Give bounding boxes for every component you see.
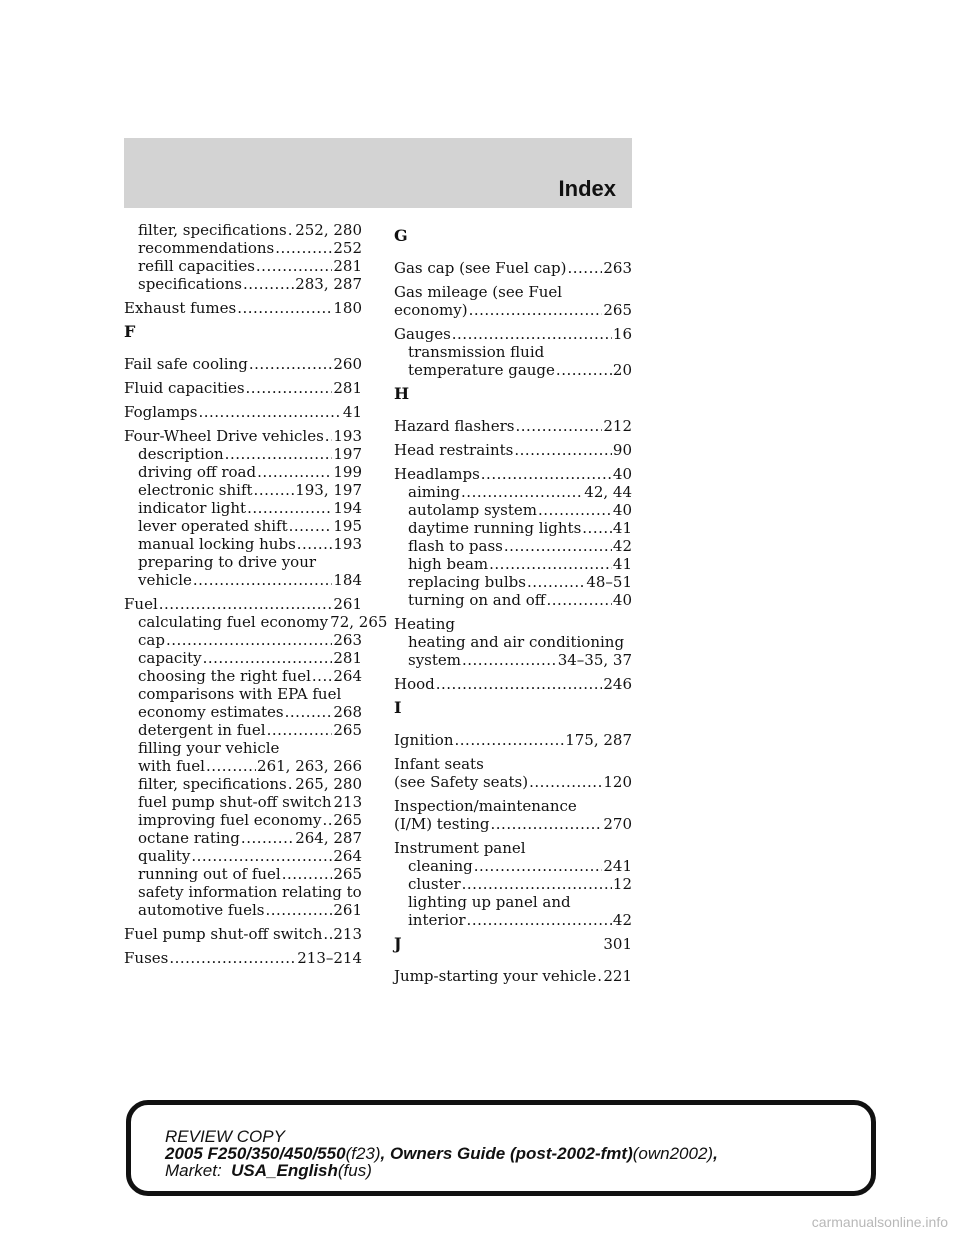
- dot-leader: [289, 517, 333, 535]
- dot-leader: [166, 631, 332, 649]
- index-entry: [124, 355, 362, 373]
- dot-leader: [489, 555, 612, 573]
- dot-leader: [469, 301, 603, 319]
- index-term: indicator light: [138, 499, 247, 517]
- index-term: fuel pump shut-off switch: [138, 793, 332, 811]
- index-page-ref: 41: [612, 519, 632, 537]
- index-entry-text: filling your vehicle: [138, 739, 280, 757]
- index-page-ref: 34–35, 37: [557, 651, 632, 669]
- index-term: high beam: [408, 555, 489, 573]
- dot-leader: [275, 239, 332, 257]
- index-entry-text: transmission fluid: [408, 343, 545, 361]
- dot-leader: [285, 703, 333, 721]
- dot-leader: [538, 501, 612, 519]
- index-section-letter: J: [394, 934, 402, 953]
- index-section-letter: G: [394, 226, 408, 245]
- dot-leader: [193, 571, 332, 589]
- index-term: Four-Wheel Drive vehicles: [124, 427, 324, 445]
- dot-leader: [568, 259, 603, 277]
- dot-leader: [597, 967, 602, 985]
- index-subentry: [394, 555, 632, 573]
- index-term: refill capacities: [138, 257, 255, 275]
- market-info-line: Market: USA_English(fus): [165, 1161, 372, 1180]
- index-page-ref: 194: [333, 499, 362, 517]
- dot-leader: [206, 757, 256, 775]
- index-page-ref: 213: [333, 925, 362, 943]
- dot-leader: [323, 925, 332, 943]
- index-entry-text: lighting up panel and: [408, 893, 571, 911]
- index-subentry: [124, 221, 362, 239]
- index-page-ref: 42: [612, 537, 632, 555]
- index-entry: [394, 675, 632, 693]
- index-subentry: [124, 445, 362, 463]
- index-subentry: [124, 571, 362, 589]
- index-term: choosing the right fuel: [138, 667, 311, 685]
- index-term: Jump-starting your vehicle: [394, 967, 597, 985]
- index-term: Fail safe cooling: [124, 355, 248, 373]
- index-page-ref: 246: [603, 675, 632, 693]
- index-term: interior: [408, 911, 466, 929]
- index-page-ref: 260: [333, 355, 362, 373]
- index-term: driving off road: [138, 463, 257, 481]
- index-term: temperature gauge: [408, 361, 555, 379]
- index-page-ref: 42, 44: [584, 483, 632, 501]
- index-subentry: [124, 811, 362, 829]
- dot-leader: [461, 483, 583, 501]
- index-column-left: [124, 221, 388, 973]
- index-page-ref: 252: [333, 239, 362, 257]
- index-entry: [394, 417, 632, 435]
- index-subentry: [394, 573, 632, 591]
- index-term: Fuel: [124, 595, 158, 613]
- index-term: Fuel pump shut-off switch: [124, 925, 323, 943]
- index-subentry: [394, 519, 632, 537]
- dot-leader: [481, 465, 612, 483]
- dot-leader: [325, 427, 333, 445]
- index-subentry: [124, 613, 388, 631]
- dot-leader: [529, 773, 602, 791]
- index-term: Headlamps: [394, 465, 480, 483]
- index-term: quality: [138, 847, 191, 865]
- index-entry: [124, 949, 362, 967]
- index-term: cap: [138, 631, 165, 649]
- dot-leader: [254, 481, 295, 499]
- index-entry: [124, 299, 362, 317]
- index-term: electronic shift: [138, 481, 253, 499]
- index-subentry: [124, 829, 362, 847]
- dot-leader: [246, 379, 333, 397]
- index-entry: [394, 773, 632, 791]
- dot-leader: [436, 675, 603, 693]
- index-term: filter, specifications: [138, 775, 287, 793]
- index-subentry: [394, 591, 632, 609]
- index-subentry: [394, 361, 632, 379]
- dot-leader: [504, 537, 612, 555]
- index-term: detergent in fuel: [138, 721, 266, 739]
- index-page-ref: 265: [333, 811, 362, 829]
- dot-leader: [169, 949, 296, 967]
- index-section-letter: I: [394, 698, 402, 717]
- index-subentry: [394, 857, 632, 875]
- index-page-ref: 221: [603, 967, 632, 985]
- index-subentry: [124, 721, 362, 739]
- index-subentry: [124, 757, 362, 775]
- dot-leader: [462, 875, 612, 893]
- index-entry: [394, 301, 632, 319]
- dot-leader: [527, 573, 585, 591]
- index-subentry: [124, 793, 362, 811]
- index-subentry: [124, 463, 362, 481]
- index-term: aiming: [408, 483, 461, 501]
- index-page-ref: 264, 287: [295, 829, 362, 847]
- dot-leader: [491, 815, 603, 833]
- index-page-ref: 241: [603, 857, 632, 875]
- dot-leader: [455, 731, 565, 749]
- index-term: replacing bulbs: [408, 573, 526, 591]
- index-subentry: [124, 847, 362, 865]
- dot-leader: [474, 857, 603, 875]
- page-number: 301: [603, 935, 632, 953]
- index-term: economy estimates: [138, 703, 284, 721]
- dot-leader: [267, 721, 333, 739]
- dot-leader: [198, 403, 341, 421]
- index-page-ref: 120: [603, 773, 632, 791]
- index-page-ref: 264: [333, 847, 362, 865]
- index-page-ref: 265: [333, 721, 362, 739]
- index-term: economy): [394, 301, 468, 319]
- index-entry-text: comparisons with EPA fuel: [138, 685, 342, 703]
- index-entry: [394, 441, 632, 459]
- index-entry: [124, 925, 362, 943]
- index-page-ref: 20: [612, 361, 632, 379]
- dot-leader: [462, 651, 557, 669]
- dot-leader: [282, 865, 333, 883]
- index-entry-text: Infant seats: [394, 755, 484, 773]
- dot-leader: [582, 519, 612, 537]
- index-page-ref: 197: [333, 445, 362, 463]
- index-term: octane rating: [138, 829, 240, 847]
- index-term: manual locking hubs: [138, 535, 296, 553]
- index-term: cleaning: [408, 857, 473, 875]
- index-page-ref: 263: [333, 631, 362, 649]
- review-copy-text: [165, 1128, 718, 1179]
- index-entry-text: preparing to drive your: [138, 553, 317, 571]
- index-term: calculating fuel economy: [138, 613, 329, 631]
- index-page-ref: 193: [333, 427, 362, 445]
- index-term: description: [138, 445, 224, 463]
- dot-leader: [247, 499, 332, 517]
- index-page-ref: 193: [333, 535, 362, 553]
- index-term: system: [408, 651, 461, 669]
- index-term: automotive fuels: [138, 901, 265, 919]
- index-entry: [124, 427, 362, 445]
- watermark: carmanualsonline.info: [811, 1214, 948, 1230]
- index-entry: [394, 731, 632, 749]
- index-page-ref: 184: [333, 571, 362, 589]
- index-page-ref: 72, 265: [330, 613, 388, 631]
- index-term: running out of fuel: [138, 865, 281, 883]
- index-term: with fuel: [138, 757, 205, 775]
- header-band: [124, 138, 632, 208]
- index-entry: [394, 815, 632, 833]
- index-page-ref: 199: [333, 463, 362, 481]
- index-subentry: [394, 501, 632, 519]
- index-term: improving fuel economy: [138, 811, 322, 829]
- index-term: Gas cap (see Fuel cap): [394, 259, 567, 277]
- index-entry: [124, 379, 362, 397]
- index-term: Fuses: [124, 949, 169, 967]
- dot-leader: [546, 591, 611, 609]
- index-entry: [394, 259, 632, 277]
- index-entry-text: safety information relating to: [138, 883, 362, 901]
- index-term: vehicle: [138, 571, 192, 589]
- index-page-ref: 40: [612, 591, 632, 609]
- index-term: turning on and off: [408, 591, 546, 609]
- index-subentry: [124, 865, 362, 883]
- index-entry-text: heating and air conditioning: [408, 633, 625, 651]
- index-page-ref: 252, 280: [295, 221, 362, 239]
- dot-leader: [288, 221, 294, 239]
- index-page-ref: 263: [603, 259, 632, 277]
- index-entry: [394, 325, 632, 343]
- index-subentry: [394, 911, 632, 929]
- index-page-ref: 12: [612, 875, 632, 893]
- index-page-ref: 213–214: [297, 949, 362, 967]
- index-page-ref: 213: [333, 793, 363, 811]
- index-entry-text: Heating: [394, 615, 455, 633]
- index-page-ref: 16: [612, 325, 632, 343]
- dot-leader: [249, 355, 333, 373]
- index-term: Exhaust fumes: [124, 299, 237, 317]
- index-subentry: [124, 631, 362, 649]
- index-subentry: [124, 649, 362, 667]
- index-term: filter, specifications: [138, 221, 287, 239]
- index-subentry: [394, 537, 632, 555]
- index-page-ref: 268: [333, 703, 362, 721]
- dot-leader: [467, 911, 612, 929]
- index-subentry: [124, 535, 362, 553]
- index-subentry: [394, 651, 632, 669]
- dot-leader: [191, 847, 332, 865]
- index-subentry: [124, 517, 362, 535]
- dot-leader: [288, 775, 294, 793]
- index-term: specifications: [138, 275, 242, 293]
- index-page-ref: 40: [612, 465, 632, 483]
- index-term: cluster: [408, 875, 461, 893]
- index-term: autolamp system: [408, 501, 537, 519]
- document-info-line: 2005 F250/350/450/550(f23), Owners Guide (post-2002-fmt)(own2002),: [165, 1144, 718, 1163]
- index-subentry: [124, 703, 362, 721]
- dot-leader: [452, 325, 612, 343]
- index-page-ref: 261: [333, 901, 362, 919]
- dot-leader: [515, 417, 602, 435]
- index-page-ref: 265, 280: [295, 775, 362, 793]
- index-page-ref: 48–51: [586, 573, 632, 591]
- index-entry: [394, 465, 632, 483]
- index-page-ref: 281: [333, 379, 362, 397]
- index-page-ref: 193, 197: [295, 481, 362, 499]
- index-subentry: [394, 483, 632, 501]
- index-page-ref: 195: [333, 517, 362, 535]
- index-page-ref: 41: [612, 555, 632, 573]
- page-title: Index: [558, 176, 616, 201]
- index-term: Hood: [394, 675, 435, 693]
- index-term: (I/M) testing: [394, 815, 490, 833]
- index-term: (see Safety seats): [394, 773, 529, 791]
- dot-leader: [322, 811, 332, 829]
- index-page-ref: 264: [333, 667, 362, 685]
- index-page-ref: 42: [612, 911, 632, 929]
- index-column-right: [394, 221, 632, 991]
- dot-leader: [297, 535, 333, 553]
- dot-leader: [556, 361, 612, 379]
- index-term: Ignition: [394, 731, 454, 749]
- index-term: daytime running lights: [408, 519, 582, 537]
- index-page-ref: 41: [342, 403, 362, 421]
- index-term: Gauges: [394, 325, 451, 343]
- index-page-ref: 265: [333, 865, 362, 883]
- dot-leader: [225, 445, 333, 463]
- dot-leader: [312, 667, 332, 685]
- index-page-ref: 180: [333, 299, 362, 317]
- dot-leader: [256, 257, 332, 275]
- index-page-ref: 265: [603, 301, 632, 319]
- index-subentry: [124, 667, 362, 685]
- index-entry-text: Inspection/maintenance: [394, 797, 577, 815]
- dot-leader: [243, 275, 294, 293]
- index-subentry: [124, 481, 362, 499]
- index-entry: [124, 403, 362, 421]
- index-section-letter: F: [124, 322, 136, 341]
- index-subentry: [124, 239, 362, 257]
- index-term: Fluid capacities: [124, 379, 245, 397]
- dot-leader: [237, 299, 332, 317]
- review-copy-label: REVIEW COPY: [165, 1127, 285, 1146]
- dot-leader: [257, 463, 332, 481]
- index-page-ref: 175, 287: [565, 731, 632, 749]
- index-page-ref: 281: [333, 257, 362, 275]
- index-page-ref: 261, 263, 266: [257, 757, 362, 775]
- index-entry: [124, 595, 362, 613]
- dot-leader: [514, 441, 612, 459]
- index-subentry: [124, 499, 362, 517]
- index-term: Head restraints: [394, 441, 514, 459]
- index-term: lever operated shift: [138, 517, 288, 535]
- index-subentry: [124, 257, 362, 275]
- index-subentry: [124, 775, 362, 793]
- index-term: flash to pass: [408, 537, 503, 555]
- index-page-ref: 90: [612, 441, 632, 459]
- index-subentry: [124, 275, 362, 293]
- index-subentry: [124, 901, 362, 919]
- dot-leader: [203, 649, 333, 667]
- index-page-ref: 283, 287: [295, 275, 362, 293]
- dot-leader: [241, 829, 294, 847]
- index-term: recommendations: [138, 239, 275, 257]
- index-page-ref: 261: [333, 595, 362, 613]
- index-page-ref: 40: [612, 501, 632, 519]
- index-page-ref: 212: [603, 417, 632, 435]
- index-page-ref: 281: [333, 649, 362, 667]
- index-term: capacity: [138, 649, 202, 667]
- index-entry-text: Gas mileage (see Fuel: [394, 283, 563, 301]
- index-term: Hazard flashers: [394, 417, 515, 435]
- index-entry: [394, 967, 632, 985]
- index-entry-text: Instrument panel: [394, 839, 526, 857]
- index-page-ref: 270: [603, 815, 632, 833]
- dot-leader: [265, 901, 332, 919]
- index-term: Foglamps: [124, 403, 198, 421]
- index-section-letter: H: [394, 384, 410, 403]
- dot-leader: [159, 595, 333, 613]
- index-subentry: [394, 875, 632, 893]
